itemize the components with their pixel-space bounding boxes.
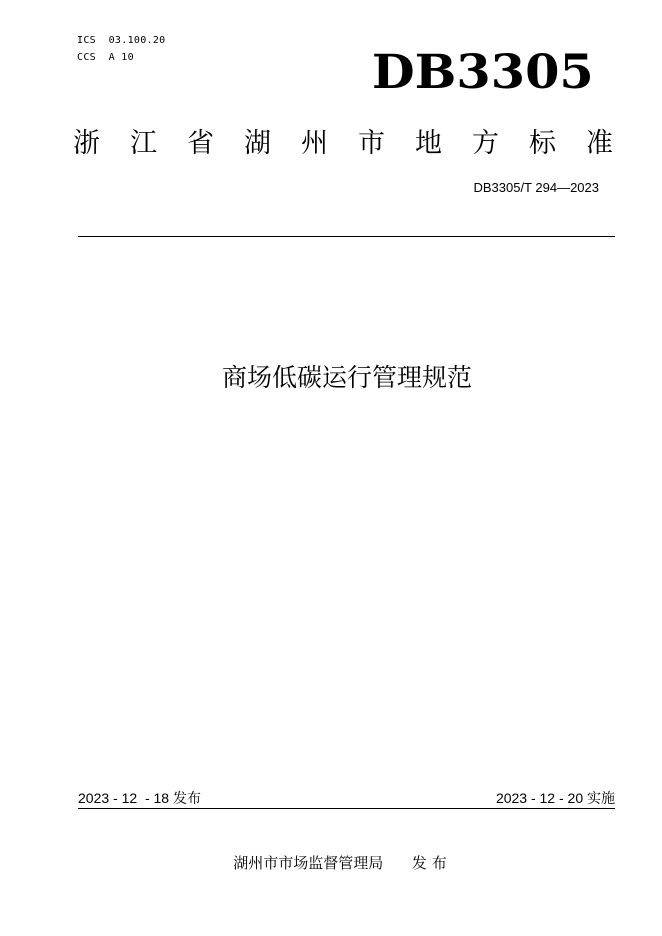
ccs-code: CCS A 10 (77, 52, 134, 63)
top-divider (78, 236, 615, 237)
implementation-date: 2023 - 12 - 20 实施 (495, 790, 615, 806)
standard-number: DB3305/T 294—2023 (473, 180, 599, 195)
title-char: 浙 (73, 128, 100, 159)
title-char: 方 (472, 128, 499, 159)
title-char: 市 (358, 128, 385, 159)
issuer-name: 湖州市市场监督管理局 (233, 854, 384, 872)
standard-category-title (73, 124, 613, 164)
title-char: 湖 (244, 128, 271, 159)
title-char: 省 (187, 128, 214, 159)
issuer-line (0, 852, 662, 874)
standard-logo: DB3305 (371, 45, 594, 100)
classification-codes (77, 32, 166, 66)
title-char: 标 (529, 128, 556, 159)
title-char: 江 (130, 128, 157, 159)
title-char: 地 (415, 128, 442, 159)
title-char: 准 (586, 128, 613, 159)
bottom-divider (78, 808, 615, 809)
title-char: 州 (301, 128, 328, 159)
issue-label: 发 布 (411, 854, 447, 872)
ics-code: ICS 03.100.20 (77, 35, 166, 46)
document-title: 商场低碳运行管理规范 (221, 363, 472, 392)
release-date: 2023 - 12 - 18 发布 (78, 790, 201, 806)
